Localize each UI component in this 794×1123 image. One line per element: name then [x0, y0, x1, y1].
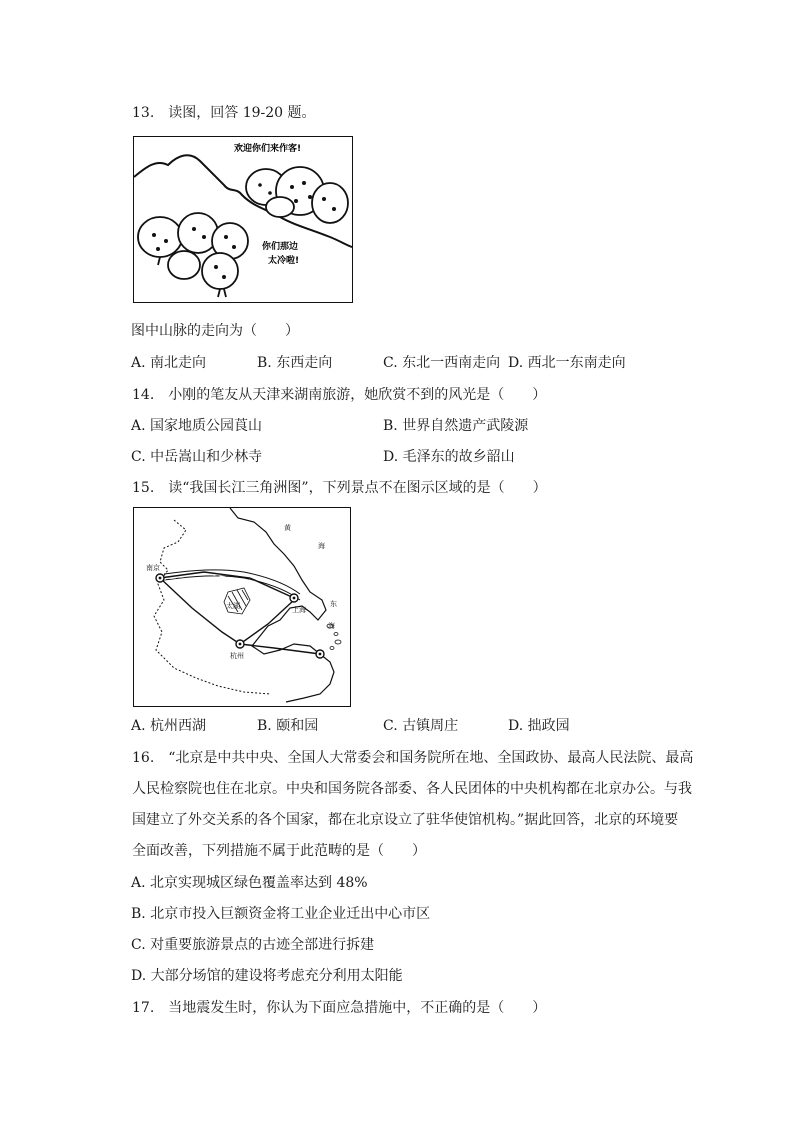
q16-option-b: B. 北京市投入巨额资金将工业企业迁出中心市区	[131, 906, 431, 922]
q13-sub-stem: 图中山脉的走向为（ ）	[131, 323, 299, 339]
q14-option-d: D. 毛泽东的故乡韶山	[383, 449, 515, 465]
q15-option-c: C. 古镇周庄	[383, 718, 459, 734]
q13-figure	[133, 136, 353, 303]
figure-top-text: 欢迎你们来作客!	[234, 144, 302, 154]
mountain-cartoon-illustration	[134, 137, 352, 302]
q13-option-a: A. 南北走向	[131, 355, 207, 371]
q15-option-b: B. 颐和园	[257, 718, 319, 734]
q14-option-b: B. 世界自然遗产武陵源	[383, 418, 529, 434]
figure-bottom-text-2: 太冷啦!	[268, 256, 300, 266]
q13-option-b: B. 东西走向	[257, 355, 333, 371]
q16-stem-line-2: 人民检察院也住在北京。中央和国务院各部委、各人民团体的中央机构都在北京办公。与我	[132, 781, 692, 797]
q13-option-d: D. 西北一东南走向	[508, 355, 626, 371]
q15-stem: 15. 读“我国长江三角洲图”，下列景点不在图示区域的是（ ）	[132, 480, 547, 496]
q13-stem: 13. 读图，回答 19-20 题。	[132, 105, 316, 121]
map-label-hai2: 海	[328, 622, 335, 630]
q16-stem-line-3: 国建立了外交关系的各个国家，都在北京设立了驻华使馆机构。”据此回答，北京的环境要	[132, 812, 679, 828]
q15-option-d: D. 拙政园	[508, 718, 570, 734]
q16-option-a: A. 北京实现城区绿色覆盖率达到 48%	[131, 875, 368, 891]
q13-option-c: C. 东北一西南走向	[383, 355, 501, 371]
map-label-taihu: 太湖	[226, 602, 240, 610]
map-label-nanjing: 南京	[146, 564, 160, 572]
q15-map	[133, 507, 351, 707]
q16-option-d: D. 大部分场馆的建设将考虑充分利用太阳能	[131, 968, 403, 984]
yangtze-delta-map	[134, 508, 350, 706]
q14-option-c: C. 中岳嵩山和少林寺	[131, 449, 263, 465]
map-label-shanghai: 上海	[292, 606, 306, 614]
figure-bottom-text-1: 你们那边	[262, 242, 299, 252]
map-label-dong: 东	[330, 600, 337, 608]
q16-stem-line-1: 16. “北京是中共中央、全国人大常委会和国务院所在地、全国政协、最高人民法院、最高	[132, 750, 694, 766]
q16-stem-line-4: 全面改善，下列措施不属于此范畴的是（ ）	[132, 843, 426, 859]
q15-option-a: A. 杭州西湖	[131, 718, 207, 734]
q14-option-a: A. 国家地质公园莨山	[131, 418, 263, 434]
map-label-hangzhou: 杭州	[230, 652, 244, 660]
map-label-huang: 黄	[284, 524, 291, 532]
map-label-hai1: 海	[318, 542, 325, 550]
q14-stem: 14. 小刚的笔友从天津来湖南旅游，她欣赏不到的风光是（ ）	[132, 387, 547, 403]
q17-stem: 17. 当地震发生时，你认为下面应急措施中，不正确的是（ ）	[132, 1000, 547, 1016]
q16-option-c: C. 对重要旅游景点的古迹全部进行拆建	[131, 937, 375, 953]
